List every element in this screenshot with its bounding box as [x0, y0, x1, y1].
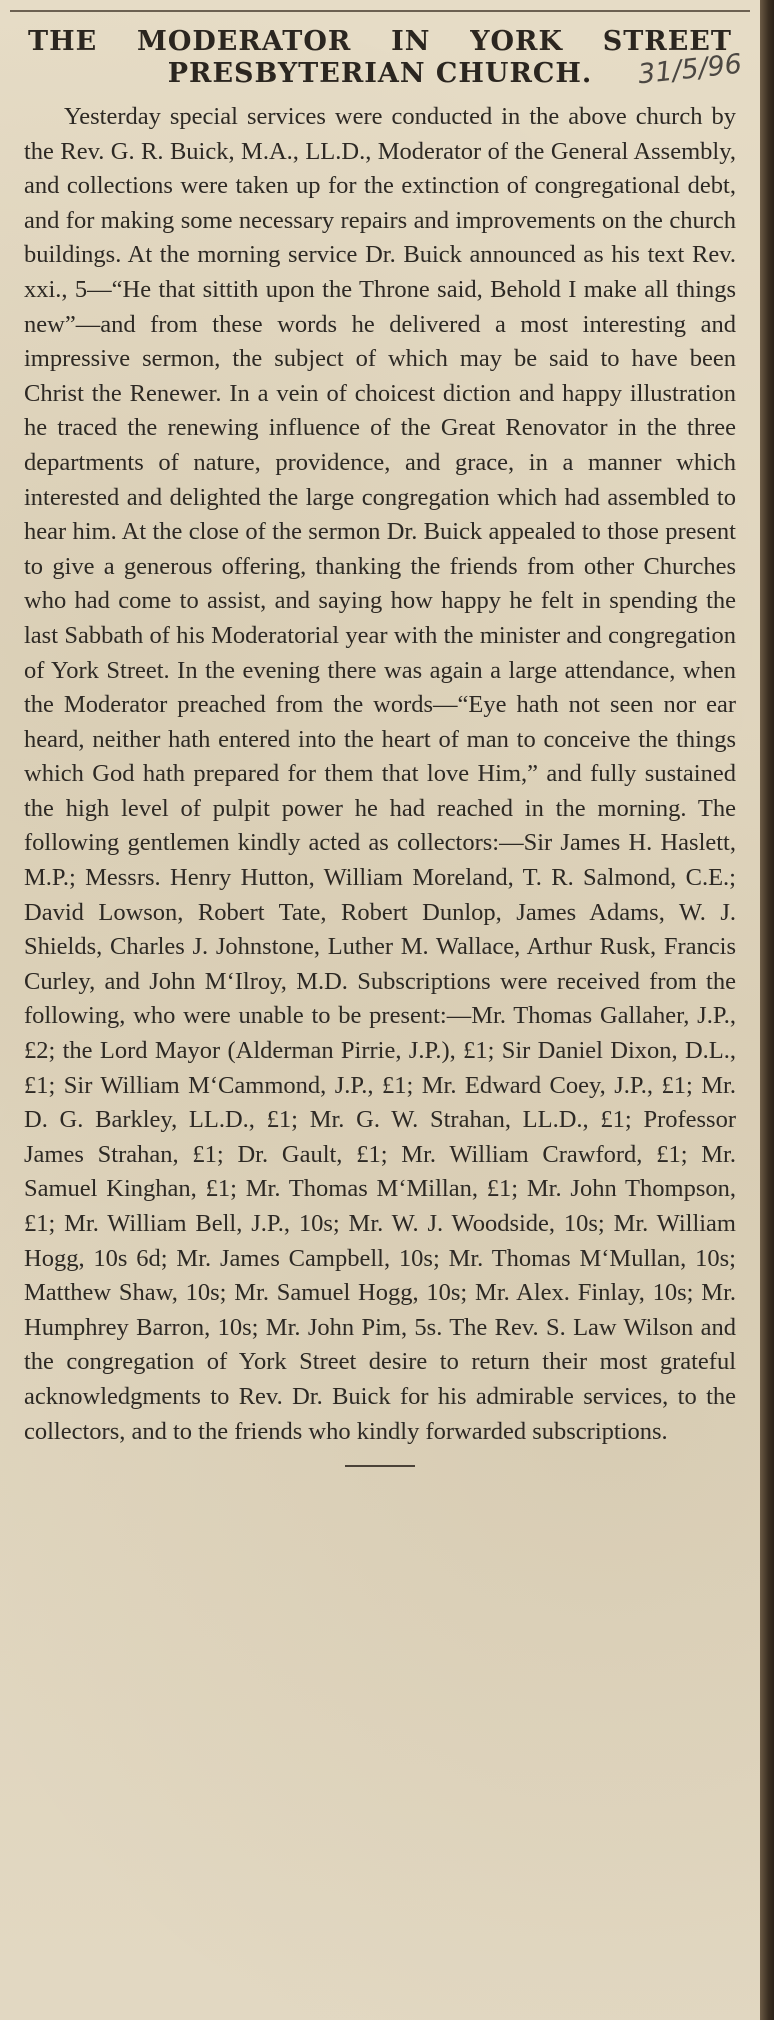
headline-line-1 [24, 26, 736, 58]
handwritten-date: 31/5/96 [636, 48, 744, 91]
top-rule [10, 10, 750, 12]
article-body [24, 100, 736, 1449]
headline-word: MODERATOR [136, 26, 352, 57]
headline-line-2-text: PRESBYTERIAN CHURCH. [167, 58, 593, 89]
headline-word: IN [391, 26, 431, 57]
headline [24, 26, 744, 91]
headline-word: YORK [470, 26, 563, 57]
article-body-text: Yesterday special services were conducted in the above church by the Rev. G. R. Buick, M.A., LL.D., Moderator of the General Assembly, and collections were taken up for the extinction of congregational debt, and for making some necessary repairs and improvements on the church buildings. At the morning service Dr. Buick announced as his text Rev. xxi., 5—“He that sittith upon the Throne said, Behold I make all things new”—and from these words he delivered a most interesting and impressive sermon, the subject of which may be said to have been Christ the Renewer. In a vein of choicest diction and happy illustration he traced the renewing influence of the Great Renovator in the three departments of nature, providence, and grace, in a manner which interested and delighted the large congregation which had assembled to hear him. At the close of the sermon Dr. Buick appealed to those present to give a generous offering, thanking the friends from other Churches who had come to assist, and saying how happy he felt in spending the last Sabbath of his Moderatorial year with the minister and congregation of York Street. In the evening there was again a large attendance, when the Moderator preached from the words—“Eye hath not seen nor ear heard, neither hath entered into the heart of man to conceive the things which God hath prepared for them that love Him,” and fully sustained the high level of pulpit power he had reached in the morning. The following gentlemen kindly acted as collectors:—Sir James H. Haslett, M.P.; Messrs. Henry Hutton, William Moreland, T. R. Salmond, C.E.; David Lowson, Robert Tate, Robert Dunlop, James Adams, W. J. Shields, Charles J. Johnstone, Luther M. Wallace, Arthur Rusk, Francis Curley, and John M‘Ilroy, M.D. Subscriptions were received from the following, who were unable to be present:—Mr. Thomas Gallaher, J.P., £2; the Lord Mayor (Alderman Pirrie, J.P.), £1; Sir Daniel Dixon, D.L., £1; Sir William M‘Cammond, J.P., £1; Mr. Edward Coey, J.P., £1; Mr. D. G. Barkley, LL.D., £1; Mr. G. W. Strahan, LL.D., £1; Professor James Strahan, £1; Dr. Gault, £1; Mr. William Crawford, £1; Mr. Samuel Kinghan, £1; Mr. Thomas M‘Millan, £1; Mr. John Thompson, £1; Mr. William Bell, J.P., 10s; Mr. W. J. Woodside, 10s; Mr. William Hogg, 10s 6d; Mr. James Campbell, 10s; Mr. Thomas M‘Mullan, 10s; Matthew Shaw, 10s; Mr. Samuel Hogg, 10s; Mr. Alex. Finlay, 10s; Mr. Humphrey Barron, 10s; Mr. John Pim, 5s. The Rev. S. Law Wilson and the congregation of York Street desire to return their most grateful acknowledgments to Rev. Dr. Buick for his admirable services, to the collectors, and to the friends who kindly forwarded subscriptions. [24, 103, 736, 1445]
headline-word: STREET [602, 26, 732, 57]
background-edge [760, 0, 774, 2020]
headline-word: THE [28, 26, 98, 57]
headline-line-2 [24, 48, 744, 91]
end-rule [345, 1465, 415, 1467]
